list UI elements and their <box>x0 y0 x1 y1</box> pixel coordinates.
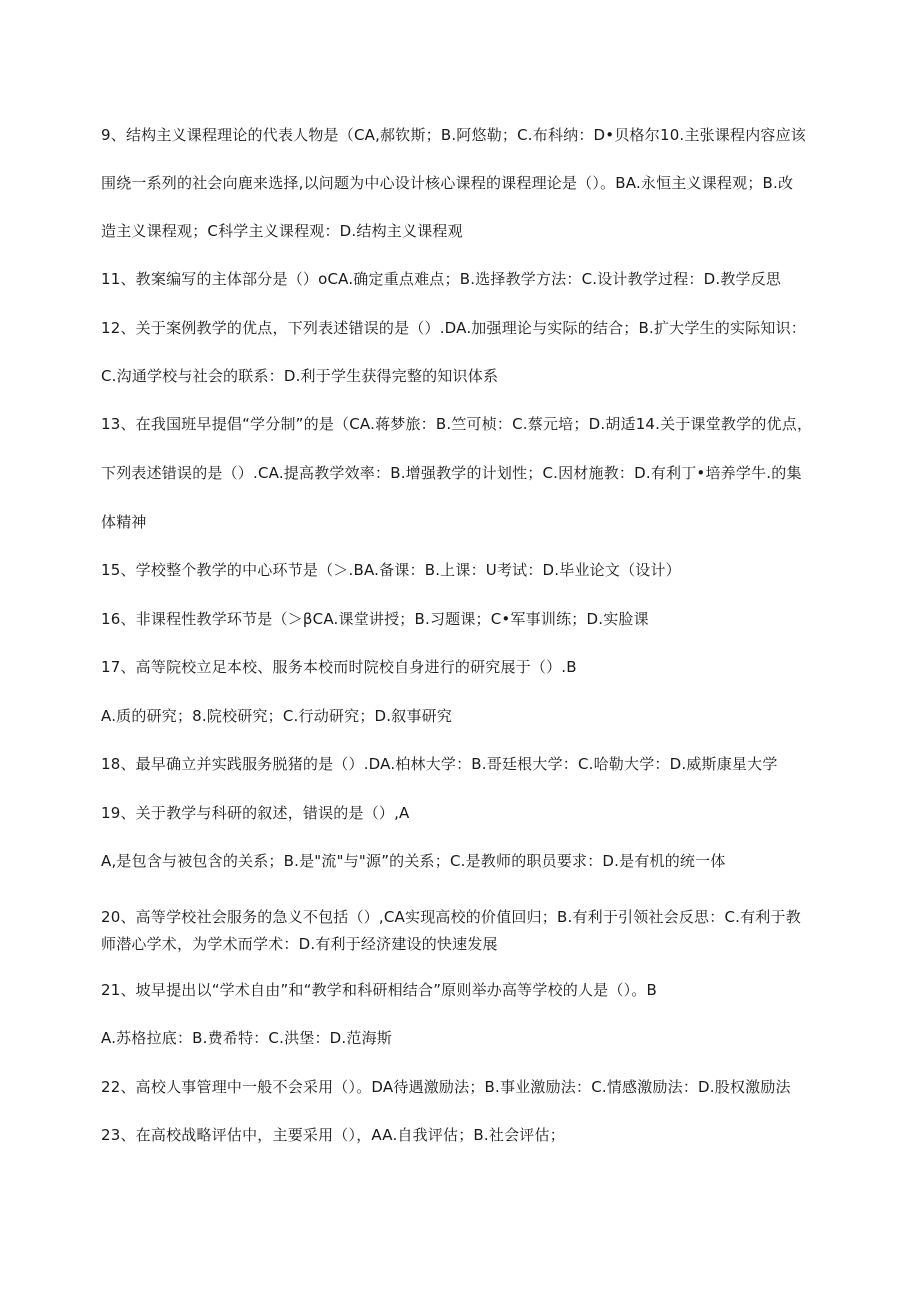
text-line-q19-options: A,是包含与被包含的关系；B.是"流"与"源”的关系；C.是教师的职员要求：D.是有机的统一体 <box>101 852 726 870</box>
text-line-q13-q14: 13、在我国班早提倡“学分制”的是（CA.蒋梦旅：B.竺可桢：C.蔡元培；D.胡适14.关于课堂教学的优点， <box>101 415 813 433</box>
text-line-q22: 22、高校人事管理中一般不会采用（）。DA待遇激励法；B.事业激励法：C.情感激励法：D.股权激励法 <box>101 1078 791 1096</box>
text-line-q12-part2: C.沟通学校与社会的联系：D.利于学生获得完整的知识体系 <box>101 367 499 385</box>
text-line-q23: 23、在高校战略评估中，主要采用（），AA.自我评估；B.社会评估； <box>101 1126 565 1144</box>
text-line-q10-part1: 围绕一系列的社会向鹿来选择,以问题为中心设计核心课程的课程理论是（）。BA.永恒主义课程观；B.改 <box>101 174 794 192</box>
text-line-q16: 16、非课程性教学环节是（＞βCA.课堂讲授；B.习题课；C•军事训练；D.实脸课 <box>101 610 649 628</box>
text-line-q12-part1: 12、关于案例教学的优点，下列表述错误的是（）.DA.加强理论与实际的结合；B.扩大学生的实际知识： <box>101 319 806 337</box>
text-line-q17-options: A.质的研究；8.院校研究；C.行动研究；D.叙事研究 <box>101 707 453 725</box>
text-line-q11: 11、教案编写的主体部分是（）oCA.确定重点难点；B.选择教学方法：C.设计教学过程：D.教学反思 <box>101 270 782 288</box>
text-line-q20-part1: 20、高等学校社会服务的急义不包括（）,CA实现高校的价值回归；B.有利于引领社会反思：C.有利于教 <box>101 908 801 926</box>
text-line-q19: 19、关于教学与科研的叙述，错误的是（）,A <box>101 804 410 822</box>
text-line-q9-part1: 9、结构主义课程理论的代表人物是（CA,郝钦斯；B.阿悠勒；C.布科纳：D•贝格尔10.主张课程内容应该 <box>101 126 807 144</box>
text-line-q10-part2: 造主义课程观；C科学主义课程观：D.结构主义课程观 <box>101 222 463 240</box>
text-line-q21-options: A.苏格拉底：B.费希特：C.洪堡：D.范海斯 <box>101 1029 392 1047</box>
text-line-q14-part1: 下列表述错误的是（）.CA.提高教学效率：B.增强教学的计划性；C.因材施教：D.有利丁•培养学牛.的集 <box>101 464 802 482</box>
text-line-q18: 18、最早确立并实践服务脱猪的是（）.DA.柏林大学：B.哥廷根大学：C.哈勒大学：D.威斯康星大学 <box>101 755 778 773</box>
text-line-q14-part2: 体精神 <box>101 513 147 531</box>
text-line-q21: 21、坡早提出以“学术自由”和“教学和科研相结合”原则举办高等学校的人是（）。B <box>101 981 657 999</box>
text-line-q17: 17、高等院校立足本校、服务本校而时院校自身进行的研究展于（）.B <box>101 658 577 676</box>
text-line-q20-part2: 师潜心学术，为学术而学术：D.有利于经济建设的快速发展 <box>101 935 498 953</box>
text-line-q15: 15、学校整个教学的中心环节是（＞.BA.备课：B.上课：U考试：D.毕业论文（设计） <box>101 561 681 579</box>
